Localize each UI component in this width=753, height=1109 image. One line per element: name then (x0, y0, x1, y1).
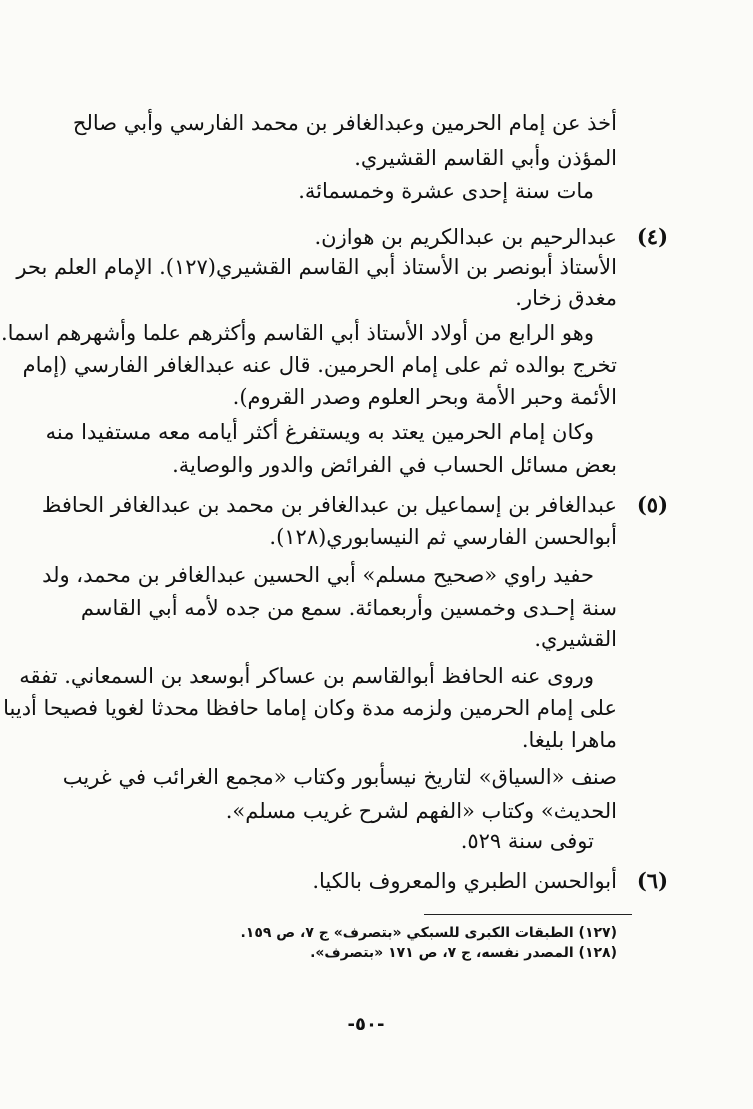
footnote: (١٢٧) الطبقات الكبرى للسبكي «بتصرف» ج ٧، ص ١٥٩. (240, 925, 617, 941)
entry-heading: عبدالغافر بن إسماعيل بن عبدالغافر بن محمد بن عبدالغافر الحافظ (41, 493, 617, 517)
text-line: الأستاذ أبونصر بن الأستاذ أبي القاسم القشيري(١٢٧). الإمام العلم بحر (16, 255, 617, 279)
text-line: القشيري. (534, 627, 617, 651)
page-number: -٥٠- (347, 1014, 385, 1035)
entry-heading: أبوالحسن الطبري والمعروف بالكيا. (312, 869, 617, 893)
text-line: الأئمة وحبر الأمة وبحر العلوم وصدر القروم). (232, 385, 617, 409)
text-line: وكان إمام الحرمين يعتد به ويستفرغ أكثر أيامه معه مستفيدا منه (45, 420, 594, 444)
footnote: (١٢٨) المصدر نفسه، ج ٧، ص ١٧١ «بتصرف». (310, 945, 617, 961)
text-line: الحديث» وكتاب «الفهم لشرح غريب مسلم». (225, 799, 617, 823)
text-line: مات سنة إحدى عشرة وخمسمائة. (298, 179, 594, 203)
text-line: حفيد راوي «صحيح مسلم» أبي الحسين عبدالغافر بن محمد، ولد (42, 563, 594, 587)
entry-heading: عبدالرحيم بن عبدالكريم بن هوازن. (314, 225, 617, 249)
entry-number: (٤) (636, 224, 668, 249)
text-line: تخرج بوالده ثم على إمام الحرمين. قال عنه عبدالغافر الفارسي (إمام (22, 353, 617, 377)
entry-number: (٥) (636, 492, 668, 517)
text-line: المؤذن وأبي القاسم القشيري. (354, 146, 617, 170)
text-line: ماهرا بليغا. (521, 728, 617, 752)
text-line: مغدق زخار. (515, 286, 617, 310)
text-line: وهو الرابع من أولاد الأستاذ أبي القاسم وأكثرهم علما وأشهرهم اسما. (0, 321, 594, 345)
text-line: وروى عنه الحافظ أبوالقاسم بن عساكر أبوسعد بن السمعاني. تفقه (19, 664, 594, 688)
text-line: على إمام الحرمين ولزمه مدة وكان إماما حافظا محدثا لغويا فصيحا أديبا (3, 696, 617, 720)
text-line: توفى سنة ٥٢٩. (460, 829, 594, 853)
text-line: بعض مسائل الحساب في الفرائض والدور والوصاية. (172, 453, 617, 477)
text-line: أبوالحسن الفارسي ثم النيسابوري(١٢٨). (269, 525, 617, 549)
text-line: أخذ عن إمام الحرمين وعبدالغافر بن محمد الفارسي وأبي صالح (72, 111, 617, 135)
text-line: سنة إحـدى وخمسين وأربعمائة. سمع من جده لأمه أبي القاسم (80, 596, 617, 620)
footnote-divider (424, 914, 632, 915)
text-line: صنف «السياق» لتاريخ نيسأبور وكتاب «مجمع الغرائب في غريب (62, 765, 617, 789)
entry-number: (٦) (636, 868, 668, 893)
